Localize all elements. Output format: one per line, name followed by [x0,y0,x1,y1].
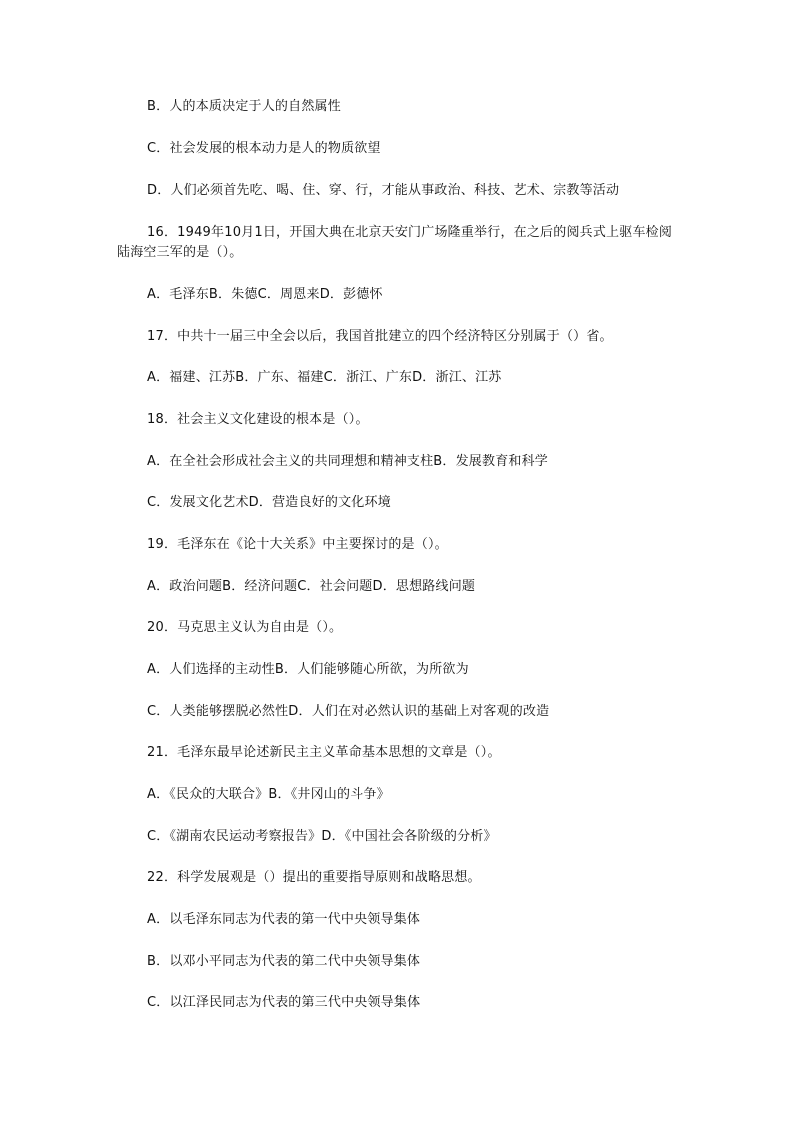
question-17-options: A．福建、江苏B．广东、福建C．浙江、广东D．浙江、江苏 [147,370,502,385]
question-17: 17．中共十一届三中全会以后，我国首批建立的四个经济特区分别属于（）省。 [147,329,613,344]
question-22: 22．科学发展观是（）提出的重要指导原则和战略思想。 [147,870,481,885]
question-16: 16．1949年10月1日，开国大典在北京天安门广场隆重举行，在之后的阅兵式上驱车检阅陆海空三军的是（）。 [117,225,673,260]
question-18: 18．社会主义文化建设的根本是（）。 [147,412,369,427]
question-20-options-cd: C．人类能够摆脱必然性D．人们在对必然认识的基础上对客观的改造 [147,704,550,719]
question-22-option-b: B．以邓小平同志为代表的第二代中央领导集体 [147,954,421,969]
option-b-human-nature: B．人的本质决定于人的自然属性 [147,99,341,114]
question-22-option-a: A．以毛泽东同志为代表的第一代中央领导集体 [147,912,421,927]
question-19: 19．毛泽东在《论十大关系》中主要探讨的是（）。 [147,537,448,552]
question-18-options-cd: C．发展文化艺术D．营造良好的文化环境 [147,495,391,510]
question-18-options-ab: A．在全社会形成社会主义的共同理想和精神支柱B．发展教育和科学 [147,454,549,469]
question-16-options: A．毛泽东B．朱德C．周恩来D．彭德怀 [147,287,383,302]
question-20: 20．马克思主义认为自由是（）。 [147,620,343,635]
question-20-options-ab: A．人们选择的主动性B．人们能够随心所欲，为所欲为 [147,662,469,677]
question-21: 21．毛泽东最早论述新民主主义革命基本思想的文章是（）。 [147,745,501,760]
question-21-options-cd: C．《湖南农民运动考察报告》D．《中国社会各阶级的分析》 [147,829,497,844]
option-d-basic-needs: D．人们必须首先吃、喝、住、穿、行，才能从事政治、科技、艺术、宗教等活动 [147,183,620,198]
question-22-option-c: C．以江泽民同志为代表的第三代中央领导集体 [147,995,421,1010]
question-21-options-ab: A．《民众的大联合》B．《井冈山的斗争》 [147,787,390,802]
option-c-social-driving-force: C．社会发展的根本动力是人的物质欲望 [147,141,381,156]
question-19-options: A．政治问题B．经济问题C．社会问题D．思想路线问题 [147,579,476,594]
